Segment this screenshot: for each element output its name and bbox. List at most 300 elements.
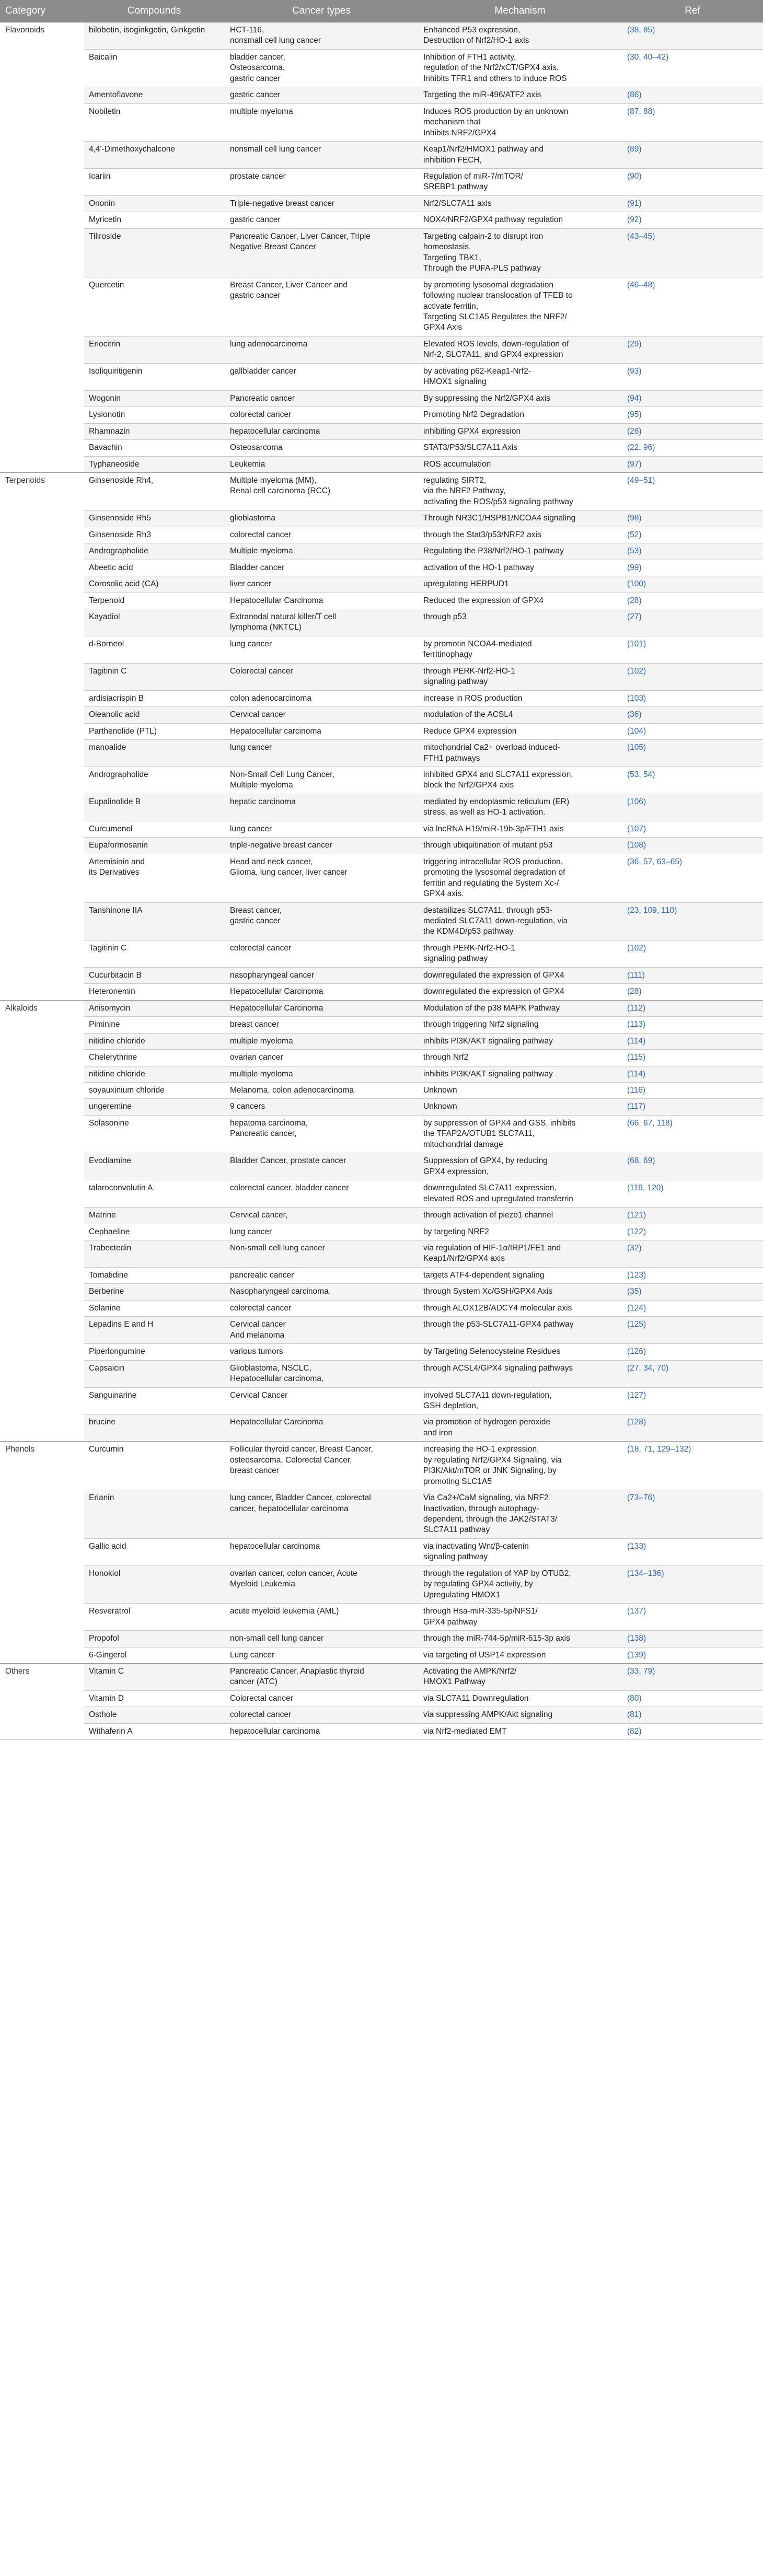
- mechanism-cell: Induces ROS production by an unknown mechanism that Inhibits NRF2/GPX4: [423, 107, 569, 137]
- ref-cell: (49–51): [622, 472, 763, 510]
- table-row: [0, 407, 763, 423]
- table-row: [0, 168, 763, 195]
- ref-cell: (28): [627, 596, 642, 605]
- mechanism-cell: Nrf2/SLC7A11 axis: [423, 199, 492, 208]
- ref-cell: (104): [627, 726, 646, 736]
- ref-cell: (29): [627, 339, 642, 349]
- compound-cell: Wogonin: [89, 393, 121, 403]
- table-row: [0, 984, 763, 1000]
- mechanism-cell: by Targeting Selenocysteine Residues: [423, 1347, 561, 1356]
- table-row: [0, 1300, 763, 1316]
- mechanism-cell: activation of the HO-1 pathway: [423, 563, 534, 572]
- compound-cell: Typhaneoside: [89, 459, 140, 469]
- compound-cell: bilobetin, isoginkgetin, Ginkgetin: [84, 22, 225, 50]
- mechanism-cell: Suppression of GPX4, by reducing GPX4 expression,: [423, 1156, 548, 1176]
- ref-cell: (95): [627, 410, 642, 420]
- compound-cell: Osthole: [89, 1710, 117, 1720]
- compound-cell: 4,4'-Dimethoxychalcone: [89, 145, 175, 154]
- table-row: [0, 1723, 763, 1739]
- compound-cell: Eupaformosanin: [89, 841, 148, 850]
- cancer-types-cell: gastric cancer: [230, 90, 281, 100]
- ref-cell: (52): [627, 530, 642, 539]
- cancer-types-cell: lung cancer: [230, 639, 272, 648]
- compound-cell: Vitamin C: [84, 1664, 225, 1691]
- compound-cell: Capsaicin: [89, 1363, 125, 1373]
- compound-cell: Propofol: [89, 1634, 119, 1643]
- cancer-types-cell: Osteosarcoma: [230, 443, 283, 452]
- mechanism-cell: downregulated SLC7A11 expression, elevated ROS and upregulated transferrin: [423, 1183, 573, 1203]
- cancer-types-cell: hepatoma carcinoma, Pancreatic cancer,: [230, 1118, 308, 1139]
- compound-cell: Bavachin: [89, 443, 122, 452]
- table-row: [0, 794, 763, 821]
- compound-cell: d-Borneol: [89, 639, 124, 648]
- cancer-types-cell: Colorectal cancer: [230, 666, 293, 676]
- mechanism-cell: inhibiting GPX4 expression: [423, 426, 521, 436]
- table-row: [0, 543, 763, 560]
- ref-cell: (134–136): [627, 1569, 664, 1578]
- cancer-types-cell: nonsmall cell lung cancer: [230, 145, 321, 154]
- table-row: [0, 838, 763, 854]
- ref-cell: (32): [627, 1243, 642, 1252]
- ref-cell: (137): [627, 1607, 646, 1616]
- table-row: [0, 22, 763, 50]
- compound-cell: Curcumin: [84, 1442, 225, 1490]
- cancer-types-cell: Pancreatic cancer: [230, 393, 295, 403]
- mechanism-cell: by promoting lysosomal degradation following nuclear translocation of TFEB to activate ferritin, Targeting SLC1A5 Regulates the NRF2/ GPX4 Axis: [423, 280, 573, 332]
- compound-cell: Ginsenoside Rh3: [89, 530, 151, 539]
- ref-cell: (103): [627, 693, 646, 703]
- ref-cell: (123): [627, 1270, 646, 1280]
- table-row: [0, 440, 763, 456]
- cancer-types-cell: various tumors: [230, 1347, 283, 1356]
- ref-cell: (18, 71, 129–132): [622, 1442, 763, 1490]
- ref-cell: (27, 34, 70): [627, 1363, 669, 1373]
- mechanism-cell: inhibited GPX4 and SLC7A11 expression, block the Nrf2/GPX4 axis: [423, 770, 573, 790]
- table-row: [0, 1284, 763, 1300]
- table-row: [0, 212, 763, 228]
- compound-cell: Berberine: [89, 1287, 124, 1296]
- mechanism-cell: through ACSL4/GPX4 signaling pathways: [423, 1363, 573, 1373]
- mechanism-cell: by targeting NRF2: [423, 1227, 489, 1236]
- ref-cell: (112): [622, 1000, 763, 1016]
- mechanism-cell: through the p53-SLC7A11-GPX4 pathway: [423, 1320, 574, 1329]
- mechanism-cell: Regulating the P38/Nrf2/HO-1 pathway: [423, 547, 564, 556]
- compound-cell: Tiliroside: [89, 231, 121, 241]
- cancer-types-cell: colorectal cancer: [230, 1710, 292, 1720]
- compound-cell: brucine: [89, 1418, 115, 1427]
- cancer-types-cell: glioblastoma: [230, 514, 276, 523]
- table-row: [0, 690, 763, 706]
- compound-cell: Ginsenoside Rh5: [89, 514, 151, 523]
- compound-cell: Ginsenoside Rh4,: [84, 472, 225, 510]
- compound-cell: Sanguinarine: [89, 1390, 137, 1400]
- mechanism-cell: through Nrf2: [423, 1053, 469, 1062]
- mechanism-cell: By suppressing the Nrf2/GPX4 axis: [423, 393, 550, 403]
- table-row: [0, 723, 763, 739]
- table-row: [0, 390, 763, 407]
- ref-cell: (82): [627, 1726, 642, 1736]
- table-row: [0, 1690, 763, 1707]
- mechanism-cell: destabilizes SLC7A11, through p53- mediated SLC7A11 down-regulation, via the KDM4D/p53 pathway: [423, 906, 568, 936]
- mechanism-cell: through ALOX12B/ADCY4 molecular axis: [423, 1303, 572, 1313]
- mechanism-cell: Unknown: [423, 1102, 457, 1111]
- cancer-types-cell: colorectal cancer: [230, 1303, 292, 1313]
- compound-cell: Vitamin D: [89, 1693, 124, 1703]
- table-row: [0, 593, 763, 609]
- ref-cell: (94): [627, 393, 642, 403]
- compound-cell: Trabectedin: [89, 1243, 132, 1252]
- mechanism-cell: through the miR-744-5p/miR-615-3p axis: [423, 1634, 570, 1643]
- compound-cell: Heteronemin: [89, 987, 135, 996]
- mechanism-cell: upregulating HERPUD1: [423, 579, 509, 589]
- table-row: [0, 1604, 763, 1631]
- mechanism-cell: ROS accumulation: [423, 459, 491, 469]
- ref-cell: (114): [627, 1036, 646, 1046]
- ref-cell: (80): [627, 1693, 642, 1703]
- cancer-types-cell: Multiple myeloma: [230, 547, 293, 556]
- cancer-types-cell: liver cancer: [230, 579, 272, 589]
- table-row: [0, 277, 763, 336]
- table-row: [0, 527, 763, 543]
- mechanism-cell: through the Stat3/p53/NRF2 axis: [423, 530, 541, 539]
- category-cell: Alkaloids: [0, 1000, 84, 1442]
- compound-cell: Honokiol: [89, 1569, 121, 1578]
- table-row: [0, 1180, 763, 1208]
- ref-cell: (119, 120): [627, 1183, 664, 1193]
- cancer-types-cell: Melanoma, colon adenocarcinoma: [230, 1085, 354, 1095]
- ref-cell: (27): [627, 612, 642, 622]
- ref-cell: (117): [627, 1102, 646, 1111]
- compound-cell: Eupalinolide B: [89, 797, 141, 806]
- mechanism-cell: via inactivating Wnt/β-catenin signaling pathway: [423, 1541, 529, 1562]
- compound-cell: Baicalin: [89, 52, 118, 62]
- cancer-types-cell: Breast Cancer, Liver Cancer and gastric cancer: [230, 280, 348, 300]
- table-row: [0, 576, 763, 593]
- table-row: [0, 1050, 763, 1066]
- cancer-types-cell: Head and neck cancer, Glioma, lung cancer, liver cancer: [230, 857, 348, 877]
- table-row: [0, 1414, 763, 1442]
- table-row: [0, 363, 763, 390]
- ref-cell: (35): [627, 1287, 642, 1296]
- ref-cell: (26): [627, 426, 642, 436]
- compound-cell: ungeremine: [89, 1102, 132, 1111]
- table-row: [0, 1208, 763, 1224]
- mechanism-cell: by suppression of GPX4 and GSS, inhibits the TFAP2A/OTUB1 SLC7A11, mitochondrial damage: [423, 1118, 576, 1149]
- mechanism-cell: Elevated ROS levels, down-regulation of Nrf-2, SLC7A11, and GPX4 expression: [423, 339, 569, 359]
- compound-cell: Myricetin: [89, 215, 122, 225]
- ref-cell: (38, 85): [622, 22, 763, 50]
- compound-cell: Kayadiol: [89, 612, 120, 622]
- compound-cell: soyauxinium chloride: [89, 1085, 165, 1095]
- compound-cell: Cephaeline: [89, 1227, 130, 1236]
- cancer-types-cell: colorectal cancer, bladder cancer: [230, 1183, 349, 1193]
- mechanism-cell: regulating SIRT2, via the NRF2 Pathway, activating the ROS/p53 signaling pathway: [418, 472, 622, 510]
- ref-cell: (68, 69): [627, 1156, 655, 1166]
- mechanism-cell: mediated by endoplasmic reticulum (ER) stress, as well as HO-1 activation.: [423, 797, 570, 817]
- compound-cell: Oleanolic acid: [89, 710, 140, 720]
- mechanism-cell: Targeting calpain-2 to disrupt iron homeostasis, Targeting TBK1, Through the PUFA-PLS pathway: [423, 231, 544, 273]
- cancer-types-cell: lung adenocarcinoma: [230, 339, 308, 349]
- compound-cell: Gallic acid: [89, 1541, 126, 1551]
- cancer-types-cell: gastric cancer: [230, 215, 281, 225]
- table-row: [0, 1082, 763, 1098]
- mechanism-cell: downregulated the expression of GPX4: [423, 987, 564, 996]
- ref-cell: (53): [627, 547, 642, 556]
- mechanism-cell: through PERK-Nrf2-HO-1 signaling pathway: [423, 943, 515, 964]
- table-row: [0, 1490, 763, 1539]
- cancer-types-cell: Nasopharyngeal carcinoma: [230, 1287, 329, 1296]
- table-row: [0, 1631, 763, 1647]
- ref-cell: (102): [627, 666, 646, 676]
- ref-cell: (30, 40–42): [627, 52, 669, 62]
- ref-cell: (114): [627, 1069, 646, 1078]
- ref-cell: (81): [627, 1710, 642, 1720]
- table-row: [0, 142, 763, 169]
- table-row: [0, 1664, 763, 1691]
- table-row: [0, 560, 763, 576]
- cancer-types-cell: Pancreatic Cancer, Liver Cancer, Triple Negative Breast Cancer: [230, 231, 371, 252]
- cancer-types-cell: Lung cancer: [230, 1650, 275, 1660]
- ref-cell: (99): [627, 563, 642, 572]
- mechanism-cell: modulation of the ACSL4: [423, 710, 513, 720]
- compound-cell: Isoliquiritigenin: [89, 366, 143, 376]
- ref-cell: (23, 109, 110): [627, 906, 677, 915]
- compound-cell: Lysionotin: [89, 410, 125, 420]
- category-cell: Phenols: [0, 1442, 84, 1664]
- cancer-types-cell: non-small cell lung cancer: [230, 1634, 324, 1643]
- cancer-types-cell: pancreatic cancer: [230, 1270, 294, 1280]
- compound-cell: Tanshinone IIA: [89, 906, 143, 915]
- ref-cell: (89): [627, 145, 642, 154]
- compound-cell: manoalide: [89, 743, 126, 752]
- mechanism-cell: Keap1/Nrf2/HMOX1 pathway and inhibition FECH,: [423, 145, 544, 165]
- compound-cell: nitidine chloride: [89, 1069, 145, 1078]
- cancer-types-cell: colon adenocarcinoma: [230, 693, 311, 703]
- cancer-types-cell: Triple-negative breast cancer: [230, 199, 335, 208]
- cancer-types-cell: ovarian cancer, colon cancer, Acute Myeloid Leukemia: [230, 1569, 357, 1589]
- cancer-types-cell: colorectal cancer: [230, 410, 292, 420]
- mechanism-cell: through triggering Nrf2 signaling: [423, 1020, 539, 1029]
- ref-cell: (122): [627, 1227, 646, 1236]
- cancer-types-cell: Multiple myeloma (MM), Renal cell carcinoma (RCC): [225, 472, 418, 510]
- table-row: [0, 1442, 763, 1490]
- cancer-types-cell: Bladder cancer: [230, 563, 285, 572]
- table-row: [0, 472, 763, 510]
- ref-cell: (90): [627, 171, 642, 181]
- mechanism-cell: Reduced the expression of GPX4: [423, 596, 544, 605]
- cancer-types-cell: Hepatocellular carcinoma: [230, 726, 321, 736]
- compound-cell: Solanine: [89, 1303, 121, 1313]
- table-row: [0, 707, 763, 723]
- ref-cell: (128): [627, 1418, 646, 1427]
- mechanism-cell: Inhibition of FTH1 activity, regulation of the Nrf2/xCT/GPX4 axis, Inhibits TFR1 and others to induce ROS: [423, 52, 567, 83]
- cancer-types-cell: Hepatocellular Carcinoma: [230, 596, 323, 605]
- cancer-types-cell: prostate cancer: [230, 171, 286, 181]
- ref-cell: (98): [627, 514, 642, 523]
- table-row: [0, 1000, 763, 1016]
- mechanism-cell: through PERK-Nrf2-HO-1 signaling pathway: [423, 666, 515, 687]
- header-row: [0, 0, 763, 22]
- mechanism-cell: inhibits PI3K/AKT signaling pathway: [423, 1069, 553, 1078]
- compound-cell: Matrine: [89, 1211, 116, 1220]
- ref-cell: (22, 96): [627, 443, 655, 452]
- mechanism-cell: Modulation of the p38 MAPK Pathway: [418, 1000, 622, 1016]
- table-row: [0, 1115, 763, 1153]
- mechanism-cell: STAT3/P53/SLC7A11 Axis: [423, 443, 518, 452]
- compound-cell: Chelerythrine: [89, 1053, 137, 1062]
- mechanism-cell: via promotion of hydrogen peroxide and iron: [423, 1418, 550, 1437]
- mechanism-cell: triggering intracellular ROS production, promoting the lysosomal degradation of ferritin and regulating the System Xc-/ GPX4 axis.: [423, 857, 565, 899]
- category-cell: Terpenoids: [0, 472, 84, 1000]
- mechanism-cell: inhibits PI3K/AKT signaling pathway: [423, 1036, 553, 1046]
- compound-cell: Piperlongumine: [89, 1347, 145, 1356]
- table-row: [0, 1387, 763, 1414]
- mechanism-cell: downregulated the expression of GPX4: [423, 970, 564, 980]
- table-row: [0, 1538, 763, 1565]
- mechanism-cell: via regulation of HIF-1α/IRP1/FE1 and Keap1/Nrf2/GPX4 axis: [423, 1243, 561, 1263]
- compound-cell: Quercetin: [89, 280, 124, 289]
- ref-cell: (36, 57, 63–65): [627, 857, 683, 866]
- cancer-types-cell: nasopharyngeal cancer: [230, 970, 315, 980]
- table-header: [0, 0, 763, 22]
- category-cell: Flavonoids: [0, 22, 84, 473]
- table-row: [0, 336, 763, 363]
- table-row: [0, 1153, 763, 1180]
- cancer-types-cell: lung cancer: [230, 824, 272, 833]
- ref-cell: (36): [627, 710, 642, 720]
- compound-cell: Rhamnazin: [89, 426, 130, 436]
- ref-cell: (115): [627, 1053, 646, 1062]
- cancer-types-cell: Follicular thyroid cancer, Breast Cancer, osteosarcoma, Colorectal Cancer, breast cancer: [225, 1442, 418, 1490]
- cancer-types-cell: hepatocellular carcinoma: [230, 426, 320, 436]
- mechanism-cell: via lncRNA H19/miR-19b-3p/FTH1 axis: [423, 824, 564, 833]
- cancer-types-cell: hepatocellular carcinoma: [230, 1541, 320, 1551]
- mechanism-cell: increasing the HO-1 expression, by regulating Nrf2/GPX4 Signaling, via PI3K/Akt/mTOR or JNK Signaling, by promoting SLC1A5: [418, 1442, 622, 1490]
- ref-cell: (138): [627, 1634, 646, 1643]
- mechanism-cell: through System Xc/GSH/GPX4 Axis: [423, 1287, 553, 1296]
- cancer-types-cell: Pancreatic Cancer, Anaplastic thyroid cancer (ATC): [225, 1664, 418, 1691]
- table-row: [0, 1267, 763, 1283]
- table-row: [0, 609, 763, 636]
- ref-cell: (86): [627, 90, 642, 100]
- header-mechanism: Mechanism: [418, 0, 622, 22]
- cancer-types-cell: acute myeloid leukemia (AML): [230, 1607, 339, 1616]
- ref-cell: (125): [627, 1320, 646, 1329]
- compound-cell: talaroconvolutin A: [89, 1183, 153, 1193]
- cancer-types-cell: Glioblastoma, NSCLC, Hepatocellular carcinoma,: [230, 1363, 324, 1384]
- table-row: [0, 228, 763, 277]
- header-category: Category: [0, 0, 84, 22]
- table-row: [0, 854, 763, 902]
- ref-cell: (121): [627, 1211, 646, 1220]
- cancer-types-cell: Non-Small Cell Lung Cancer, Multiple myeloma: [230, 770, 334, 790]
- cancer-types-cell: multiple myeloma: [230, 1069, 293, 1078]
- table-row: [0, 1066, 763, 1082]
- cancer-types-cell: Hepatocellular Carcinoma: [230, 1418, 323, 1427]
- table-row: [0, 195, 763, 212]
- ref-cell: (43–45): [627, 231, 655, 241]
- mechanism-cell: Enhanced P53 expression, Destruction of Nrf2/HO-1 axis: [418, 22, 622, 50]
- table-row: [0, 902, 763, 940]
- cancer-types-cell: Non-small cell lung cancer: [230, 1243, 325, 1252]
- cancer-types-cell: multiple myeloma: [230, 1036, 293, 1046]
- header-compounds: Compounds: [84, 0, 225, 22]
- ref-cell: (53, 54): [627, 770, 655, 780]
- table-row: [0, 510, 763, 527]
- cancer-types-cell: Extranodal natural killer/T cell lymphoma (NKTCL): [230, 612, 337, 632]
- mechanism-cell: Via Ca2+/CaM signaling, via NRF2 Inactivation, through autophagy- dependent, through the JAK2/STAT3/ SLC7A11 pathway: [423, 1493, 558, 1535]
- cancer-types-cell: bladder cancer, Osteosarcoma, gastric cancer: [230, 52, 285, 83]
- ref-cell: (106): [627, 797, 646, 806]
- cancer-types-cell: multiple myeloma: [230, 107, 293, 116]
- compound-cell: Terpenoid: [89, 596, 125, 605]
- ref-cell: (113): [627, 1020, 646, 1029]
- mechanism-cell: Targeting the miR-496/ATF2 axis: [423, 90, 541, 100]
- mechanism-cell: Through NR3C1/HSPB1/NCOA4 signaling: [423, 514, 576, 523]
- table-row: [0, 663, 763, 690]
- ref-cell: (102): [627, 943, 646, 953]
- compound-cell: Artemisinin and its Derivatives: [89, 857, 145, 877]
- cancer-types-cell: Bladder Cancer, prostate cancer: [230, 1156, 346, 1166]
- compound-cell: Evodiamine: [89, 1156, 131, 1166]
- table-row: [0, 103, 763, 141]
- compound-cell: Abeetic acid: [89, 563, 133, 572]
- ref-cell: (97): [627, 459, 642, 469]
- compound-cell: Eriocitrin: [89, 339, 121, 349]
- mechanism-cell: by promotin NCOA4-mediated ferritinophagy: [423, 639, 532, 659]
- mechanism-cell: through ubiquitination of mutant p53: [423, 841, 553, 850]
- table-row: [0, 767, 763, 794]
- cancer-types-cell: Breast cancer, gastric cancer: [230, 906, 282, 925]
- ref-cell: (139): [627, 1650, 646, 1660]
- ref-cell: (111): [627, 970, 645, 980]
- compound-cell: Andrographolide: [89, 547, 148, 556]
- ref-cell: (93): [627, 366, 642, 376]
- compound-cell: nitidine chloride: [89, 1036, 145, 1046]
- compound-cell: Andrographolide: [89, 770, 148, 780]
- mechanism-cell: through activation of piezo1 channel: [423, 1211, 553, 1220]
- cancer-types-cell: Cervical cancer: [230, 710, 286, 720]
- category-cell: Others: [0, 1664, 84, 1740]
- mechanism-cell: through p53: [423, 612, 467, 622]
- mechanism-cell: through the regulation of YAP by OTUB2, by regulating GPX4 activity, by Upregulating HMOX1: [423, 1569, 571, 1599]
- compound-cell: Amentoflavone: [89, 90, 143, 100]
- ref-cell: (33, 79): [622, 1664, 763, 1691]
- cancer-types-cell: HCT-116, nonsmall cell lung cancer: [225, 22, 418, 50]
- table-row: [0, 1360, 763, 1387]
- ref-cell: (46–48): [627, 280, 655, 289]
- table-row: [0, 740, 763, 767]
- cancer-types-cell: Cervical cancer,: [230, 1211, 288, 1220]
- mechanism-cell: via Nrf2-mediated EMT: [423, 1726, 507, 1736]
- ref-cell: (66, 67, 118): [627, 1118, 673, 1128]
- ref-cell: (108): [627, 841, 646, 850]
- table-row: [0, 1647, 763, 1663]
- cancer-types-cell: colorectal cancer: [230, 530, 292, 539]
- mechanism-cell: by activating p62-Keap1-Nrf2- HMOX1 signaling: [423, 366, 531, 387]
- compound-cell: Erianin: [89, 1493, 114, 1503]
- compound-cell: Nobiletin: [89, 107, 121, 116]
- compound-cell: Lepadins E and H: [89, 1320, 154, 1329]
- ref-cell: (100): [627, 579, 646, 589]
- cancer-types-cell: Cervical Cancer: [230, 1390, 288, 1400]
- compound-cell: Tagitinin C: [89, 666, 127, 676]
- cancer-types-cell: 9 cancers: [230, 1102, 265, 1111]
- table-row: [0, 1317, 763, 1344]
- table-row: [0, 87, 763, 103]
- compound-cell: Anisomycin: [84, 1000, 225, 1016]
- mechanism-cell: through Hsa-miR-335-5p/NFS1/ GPX4 pathway: [423, 1607, 538, 1627]
